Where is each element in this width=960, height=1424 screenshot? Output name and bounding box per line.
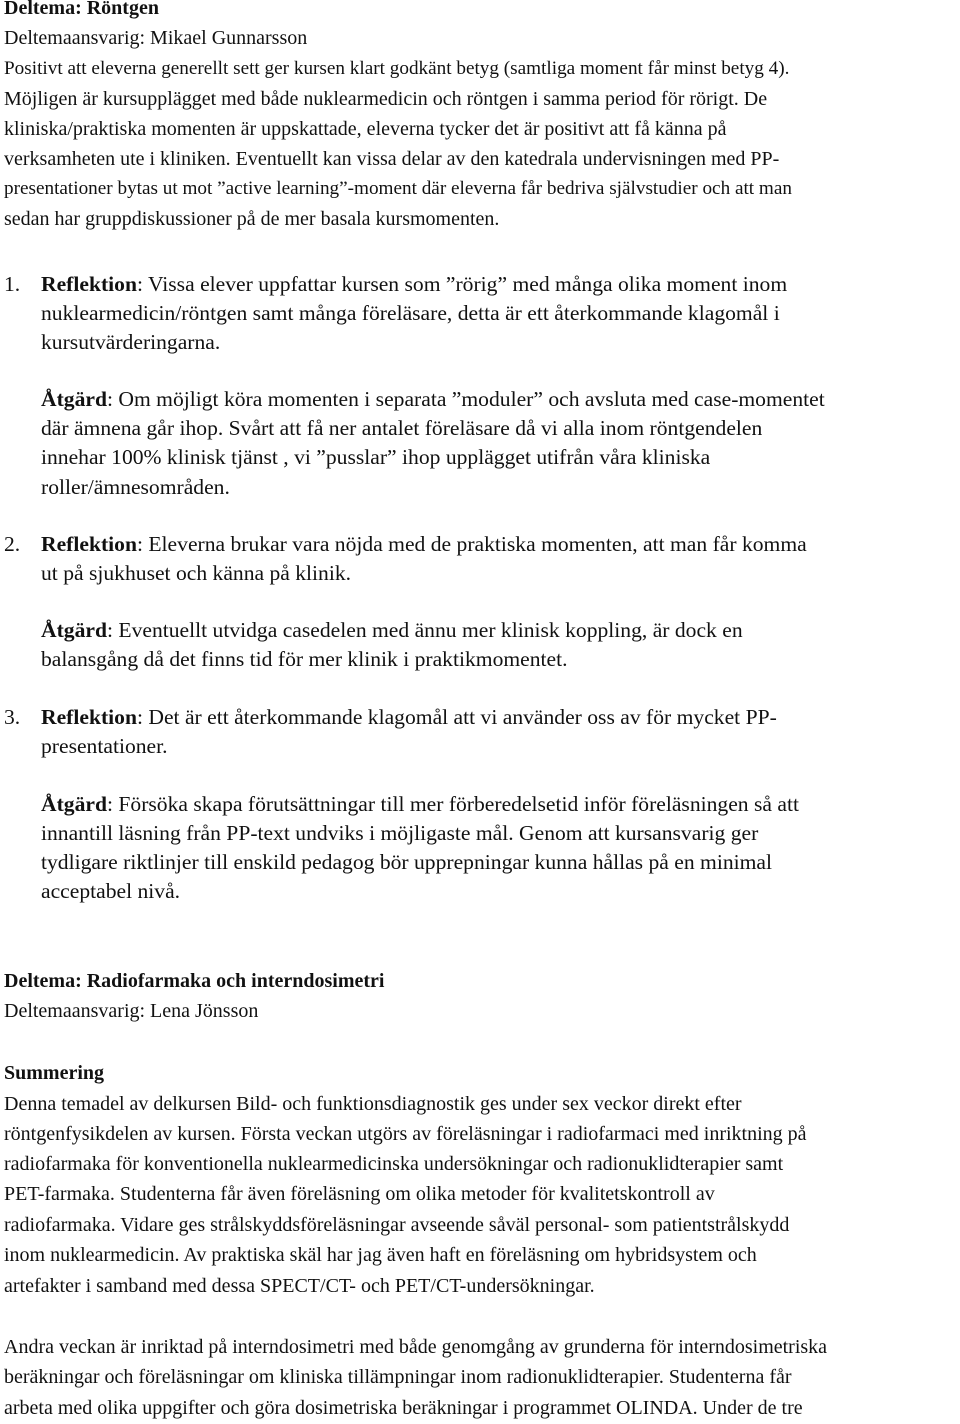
atgard-text: : Försöka skapa förutsättningar till mer förberedelsetid inför föreläsningen så att [106, 792, 799, 816]
atgard-line: innehar 100% klinisk tjänst , vi ”pusslar” ihop upplägget utifrån våra kliniska [41, 445, 711, 469]
paragraph-line: PET-farmaka. Studenterna får även föreläsning om olika metoder för kvalitetskontroll av [4, 1183, 715, 1205]
intro-line: Möjligen är kursupplägget med både nuklearmedicin och röntgen i samma period för rörigt. De [4, 88, 768, 110]
atgard-label: Åtgärd [41, 618, 107, 642]
reflektion-label: Reflektion [41, 532, 137, 556]
paragraph-line: beräkningar och föreläsningar om kliniska tillämpningar inom radionuklidterapier. Studenterna får [4, 1366, 792, 1388]
atgard-line: acceptabel nivå. [41, 879, 181, 903]
atgard-line [41, 791, 799, 817]
section-responsible: Deltemaansvarig: Mikael Gunnarsson [4, 27, 308, 49]
item-number: 3. [4, 705, 21, 729]
reflektion-line: nuklearmedicin/röntgen samt många föreläsare, detta är ett återkommande klagomål i [41, 301, 780, 325]
summary-heading: Summering [4, 1062, 104, 1084]
paragraph-line: inom nuklearmedicin. Av praktiska skäl har jag även haft en föreläsning om hybridsystem och [4, 1244, 757, 1266]
atgard-label: Åtgärd [41, 387, 107, 411]
intro-line: presentationer bytas ut mot ”active learning”-moment där eleverna får bedriva självstudier och att man [4, 178, 792, 199]
reflektion-line [41, 704, 777, 730]
item-number: 2. [4, 532, 21, 556]
intro-line: kliniska/praktiska momenten är uppskattade, eleverna tycker det är positivt att få känna på [4, 118, 727, 140]
section-responsible: Deltemaansvarig: Lena Jönsson [4, 1000, 259, 1022]
section-title: Deltema: Röntgen [4, 0, 159, 19]
paragraph-line: artefakter i samband med dessa SPECT/CT- och PET/CT-undersökningar. [4, 1275, 595, 1297]
atgard-line: innantill läsning från PP-text undviks i möjligaste mål. Genom att kursansvarig ger [41, 821, 759, 845]
atgard-line: tydligare riktlinjer till enskild pedagog bör upprepningar kunna hållas på en minimal [41, 850, 773, 874]
atgard-line: balansgång då det finns tid för mer klinik i praktikmomentet. [41, 647, 568, 671]
item-number: 1. [4, 272, 21, 296]
atgard-line [41, 617, 743, 643]
reflektion-label: Reflektion [41, 705, 137, 729]
paragraph-line: röntgenfysikdelen av kursen. Första veckan utgörs av föreläsningar i radiofarmaci med inriktning på [4, 1123, 807, 1145]
atgard-line [41, 386, 825, 412]
atgard-line: roller/ämnesområden. [41, 475, 230, 499]
reflektion-line: kursutvärderingarna. [41, 330, 221, 354]
paragraph-line: Andra veckan är inriktad på interndosimetri med både genomgång av grunderna för interndosimetriska [4, 1336, 828, 1358]
reflektion-line [41, 531, 807, 557]
intro-line: sedan har gruppdiskussioner på de mer basala kursmomenten. [4, 208, 500, 230]
section-title: Deltema: Radiofarmaka och interndosimetri [4, 970, 385, 992]
paragraph-line: radiofarmaka. Vidare ges strålskyddsföreläsningar avseende såväl personal- som patientstrålskydd [4, 1214, 790, 1236]
reflektion-label: Reflektion [41, 272, 137, 296]
atgard-text: : Eventuellt utvidga casedelen med ännu mer klinisk koppling, är dock en [106, 618, 743, 642]
reflektion-text: : Det är ett återkommande klagomål att vi använder oss av för mycket PP- [136, 705, 777, 729]
atgard-line: där ämnena går ihop. Svårt att få ner antalet föreläsare då vi alla inom röntgendelen [41, 416, 763, 440]
reflektion-line: presentationer. [41, 734, 168, 758]
reflektion-text: : Eleverna brukar vara nöjda med de praktiska momenten, att man får komma [136, 532, 807, 556]
reflektion-text: : Vissa elever uppfattar kursen som ”rörig” med många olika moment inom [136, 272, 788, 296]
atgard-text: : Om möjligt köra momenten i separata ”moduler” och avsluta med case-momentet [106, 387, 825, 411]
atgard-label: Åtgärd [41, 792, 107, 816]
intro-line: Positivt att eleverna generellt sett ger kursen klart godkänt betyg (samtliga moment får minst betyg 4). [4, 58, 790, 79]
paragraph-line: Denna temadel av delkursen Bild- och funktionsdiagnostik ges under sex veckor direkt efter [4, 1093, 742, 1115]
paragraph-line: arbeta med olika uppgifter och göra dosimetriska beräkningar i programmet OLINDA. Under de tre [4, 1397, 803, 1419]
intro-line: verksamheten ute i kliniken. Eventuellt kan vissa delar av den katedrala undervisningen med PP- [4, 148, 780, 170]
paragraph-line: radiofarmaka för konventionella nuklearmedicinska undersökningar och radionuklidterapier samt [4, 1153, 784, 1175]
reflektion-line: ut på sjukhuset och känna på klinik. [41, 561, 352, 585]
reflektion-line [41, 271, 787, 297]
